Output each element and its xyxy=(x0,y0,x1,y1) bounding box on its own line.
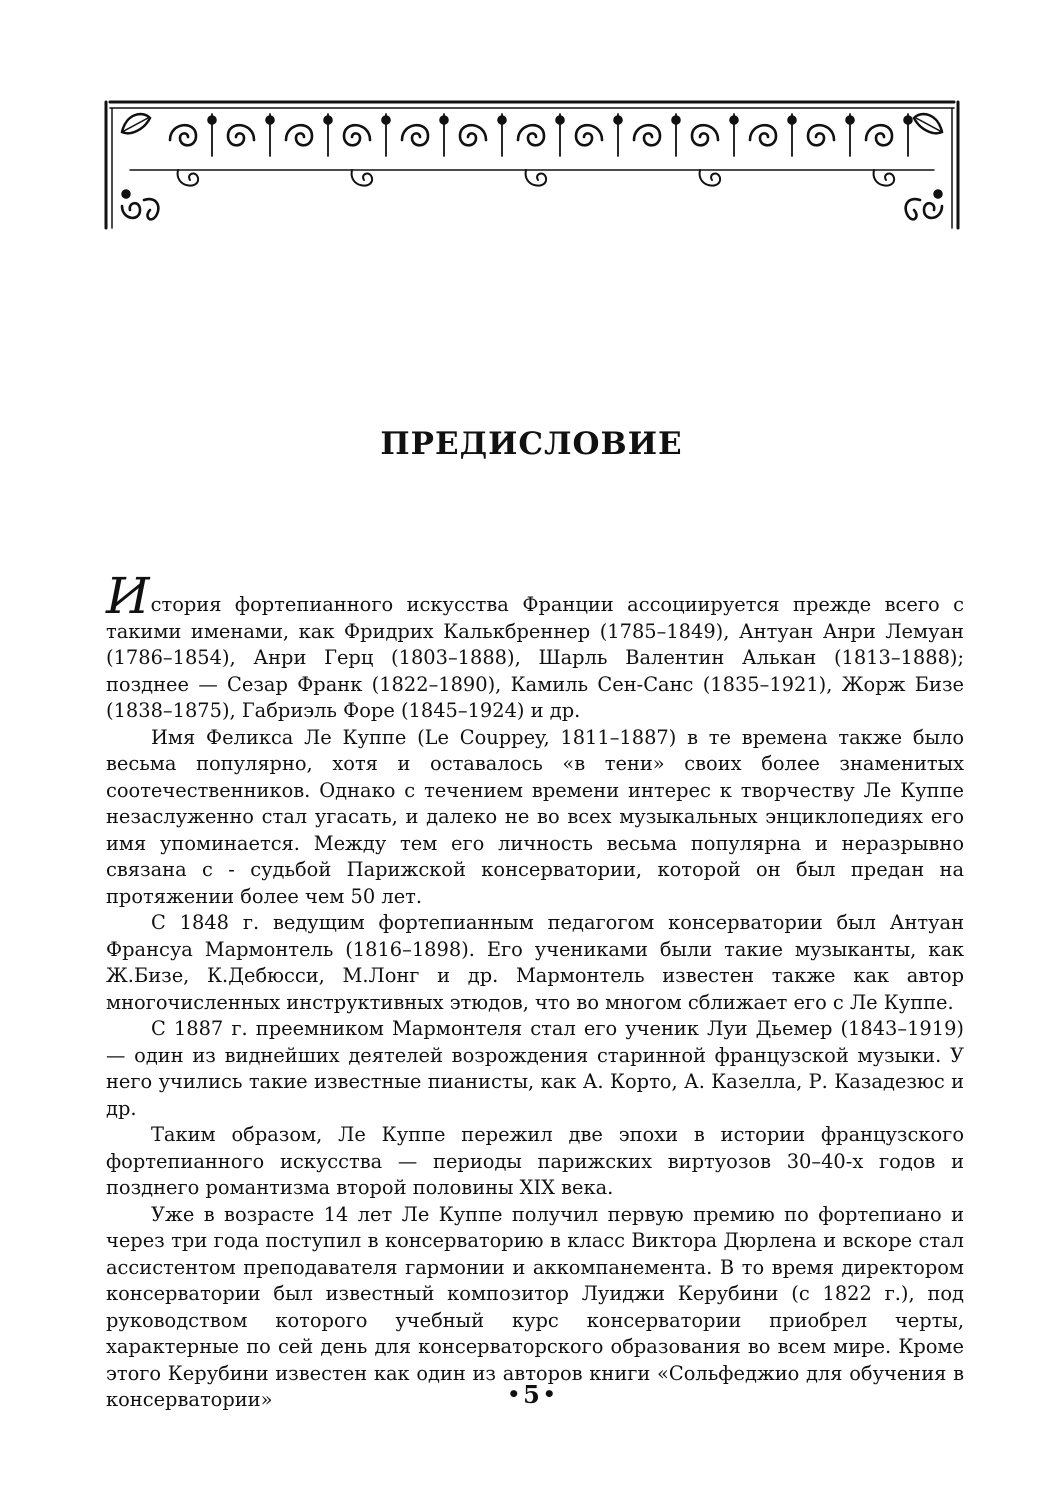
ornament-scroll xyxy=(518,125,544,145)
page-number-value: 5 xyxy=(523,1380,540,1409)
ornament-swirl xyxy=(352,170,373,186)
ornament-scroll xyxy=(170,125,196,145)
ornament-dot xyxy=(441,117,448,124)
body-text xyxy=(106,567,964,1414)
paragraph: Имя Феликса Ле Куппе (Le Couppey, 1811–1887) в те времена также было весьма популярно, хотя и оставалось «в тени» своих более знаменитых соотечественников. Однако с течением времени интерес к творчеству Ле Куппе незаслуженно стал угасать, и далеко не во всех музыкальных энциклопедиях его имя упоминается. Между тем его личность весьма популярна и неразрывно связана с - судьбой Парижской консерватории, которой он был предан на протяжении более чем 50 лет. xyxy=(106,725,964,908)
ornament-dot xyxy=(731,117,738,124)
ornament-scroll xyxy=(866,125,892,145)
ornament-scroll xyxy=(402,125,428,145)
ornament-dot xyxy=(615,117,622,124)
paragraph: Таким образом, Ле Куппе пережил две эпохи в истории французского фортепианного искусства — периоды парижских виртуозов 30–40-х годов и позднего романтизма второй половины XIX века. xyxy=(106,1123,964,1199)
ornament-scroll xyxy=(460,125,486,145)
paragraph: С 1848 г. ведущим фортепианным педагогом консерватории был Антуан Франсуа Мармонтель (1816–1898). Его учениками были такие музыканты, как Ж.Бизе, К.Дебюсси, М.Лонг и др. Мармонтель известен также как автор многочисленных инструктивных этюдов, что во многом сближает его с Ле Куппе. xyxy=(106,911,964,1014)
ornament-dot xyxy=(789,117,796,124)
page-title: ПРЕДИСЛОВИЕ xyxy=(380,426,683,462)
ornament-scroll xyxy=(634,125,660,145)
ornament-scroll xyxy=(576,125,602,145)
ornament-dot xyxy=(905,117,912,124)
paragraph: Уже в возрасте 14 лет Ле Куппе получил первую премию по фортепиано и через три года поступил в консерваторию в класс Виктора Дюрлена и вскоре стал ассистентом преподавателя гармонии и аккомпанемента. В то время директором консерватории был известный композитор Луиджи Керубини (с 1822 г.), под руководством которого учебный курс консерватории приобрел черты, характерные по сей день для консерваторского образования во всем мире. Кроме этого Керубини известен как один из авторов книги «Сольфеджио для обучения в консерватории» xyxy=(106,1202,964,1411)
ornament-scroll xyxy=(344,125,370,145)
ornament-swirl xyxy=(178,170,199,186)
ornament-dot xyxy=(499,117,506,124)
page-number: • 5 • xyxy=(507,1380,556,1409)
ornament-dot xyxy=(847,117,854,124)
ornament-scroll xyxy=(228,125,254,145)
ornament-dot xyxy=(209,117,216,124)
drop-cap: И xyxy=(106,567,150,625)
ornament-swirl xyxy=(700,170,721,186)
paragraph xyxy=(106,567,964,725)
ornament-scroll xyxy=(286,125,312,145)
ornament-dot xyxy=(325,117,332,124)
ornament-scroll xyxy=(692,125,718,145)
ornament-swirl xyxy=(874,170,895,186)
ornamental-header-border xyxy=(100,96,964,236)
paragraph: С 1887 г. преемником Мармонтеля стал его ученик Луи Дьемер (1843–1919) — один из виднейших деятелей возрождения старинной французской музыки. У него учились такие известные пианисты, как А. Корто, А. Казелла, Р. Казадезюс и др. xyxy=(106,1017,964,1120)
ornament-swirl xyxy=(526,170,547,186)
ornament-scroll xyxy=(750,125,776,145)
ornament-scroll xyxy=(808,125,834,145)
ornament-dot xyxy=(267,117,274,124)
paragraph-text: стория фортепианного искусства Франции ассоциируется прежде всего с такими именами, как Фридрих Калькбреннер (1785–1849), Антуан Анри Лемуан (1786–1854), Анри Герц (1803–1888), Шарль Валентин Алькан (1813–1888); позднее — Сезар Франк (1822–1890), Камиль Сен-Санс (1835–1921), Жорж Бизе (1838–1875), Габриэль Форе (1845–1924) и др. xyxy=(106,593,964,722)
ornament-dot xyxy=(557,117,564,124)
ornament-dot xyxy=(383,117,390,124)
ornament-dot xyxy=(673,117,680,124)
